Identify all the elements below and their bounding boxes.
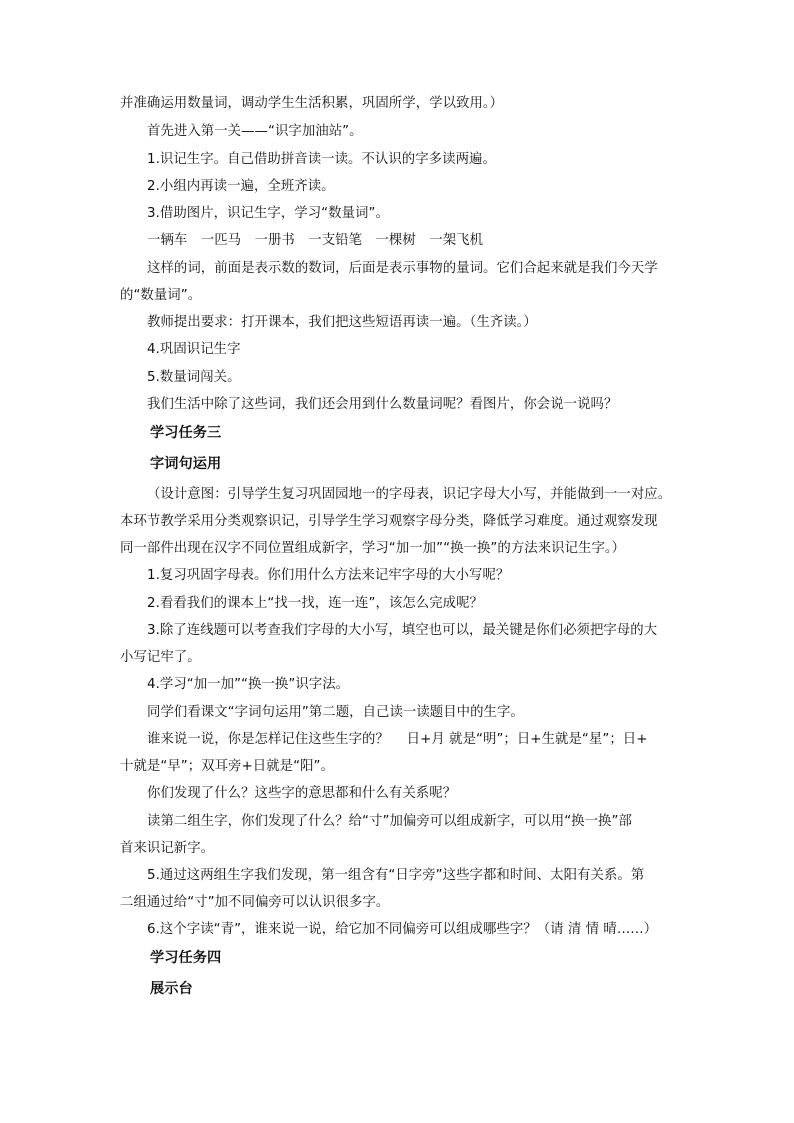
text-line: 这样的词，前面是表示数的数词，后面是表示事物的量词。它们合起来就是我们今天学 xyxy=(147,261,658,276)
text-line: 2.看看我们的课本上“找一找，连一连”，该怎么完成呢？ xyxy=(147,596,483,611)
text-line: 6.这个字读“青”，谁来说一说，给它加不同偏旁可以组成哪些字？（请 清 情 晴……） xyxy=(147,922,658,937)
text-line: （设计意图：引导学生复习巩固园地一的字母表，识记字母大小写，并能做到一一对应。 xyxy=(147,487,672,502)
text-line: 本环节教学采用分类观察识记，引导学生学习观察字母分类，降低学习难度。通过观察发现 xyxy=(120,514,658,529)
section-subheading: 展示台 xyxy=(150,981,193,997)
text-line: 教师提出要求：打开课本，我们把这些短语再读一遍。（生齐读。） xyxy=(147,315,537,330)
text-line: 并准确运用数量词，调动学生生活积累，巩固所学，学以致用。） xyxy=(120,96,504,111)
text-line: 同一部件出现在汉字不同位置组成新字，学习“加一加”“换一换”的方法来识记生字。） xyxy=(120,541,626,556)
section-subheading: 字词句运用 xyxy=(150,456,222,472)
text-line: 你们发现了什么？这些字的意思都和什么有关系呢？ xyxy=(147,786,457,801)
text-line: 首来识记新字。 xyxy=(120,841,215,856)
text-line: 3.除了连线题可以考查我们字母的大小写，填空也可以，最关键是你们必须把字母的大 xyxy=(147,623,658,638)
text-line: 二组通过给“寸”加不同偏旁可以认识很多字。 xyxy=(120,895,390,910)
text-line: 5.通过这两组生字我们发现，第一组含有“日字旁”这些字都和时间、太阳有关系。第 xyxy=(147,868,645,883)
text-line: 的“数量词”。 xyxy=(120,288,202,303)
text-line: 一辆车 一匹马 一册书 一支铅笔 一棵树 一架飞机 xyxy=(147,233,484,248)
text-line: 4.巩固识记生字 xyxy=(147,342,241,357)
text-line: 4.学习“加一加”“换一换”识字法。 xyxy=(147,677,350,692)
text-line: 1.复习巩固字母表。你们用什么方法来记牢字母的大小写呢？ xyxy=(147,568,510,583)
text-line: 2.小组内再读一遍，全班齐读。 xyxy=(147,179,335,194)
text-line: 小写记牢了。 xyxy=(120,650,201,665)
text-line: 1.识记生字。自己借助拼音读一读。不认识的字多读两遍。 xyxy=(147,152,496,167)
section-heading: 学习任务四 xyxy=(150,950,222,966)
section-heading: 学习任务三 xyxy=(150,425,222,441)
text-line: 首先进入第一关——“识字加油站”。 xyxy=(147,124,363,139)
text-line: 3.借助图片，识记生字，学习“数量词”。 xyxy=(147,206,389,221)
text-line: 读第二组生字，你们发现了什么？给“寸”加偏旁可以组成新字，可以用“换一换”部 xyxy=(147,814,632,829)
text-line: 同学们看课文“字词句运用”第二题，自己读一读题目中的生字。 xyxy=(147,705,524,720)
text-line: 5.数量词闯关。 xyxy=(147,370,241,385)
text-line: 我们生活中除了这些词，我们还会用到什么数量词呢？看图片，你会说一说吗？ xyxy=(147,397,618,412)
text-line: 谁来说一说，你是怎样记住这些生字的？ 日+月 就是“明”；日+生就是“星”；日+ xyxy=(147,732,648,747)
text-line: 十就是“早”；双耳旁+日就是“阳”。 xyxy=(120,759,334,774)
